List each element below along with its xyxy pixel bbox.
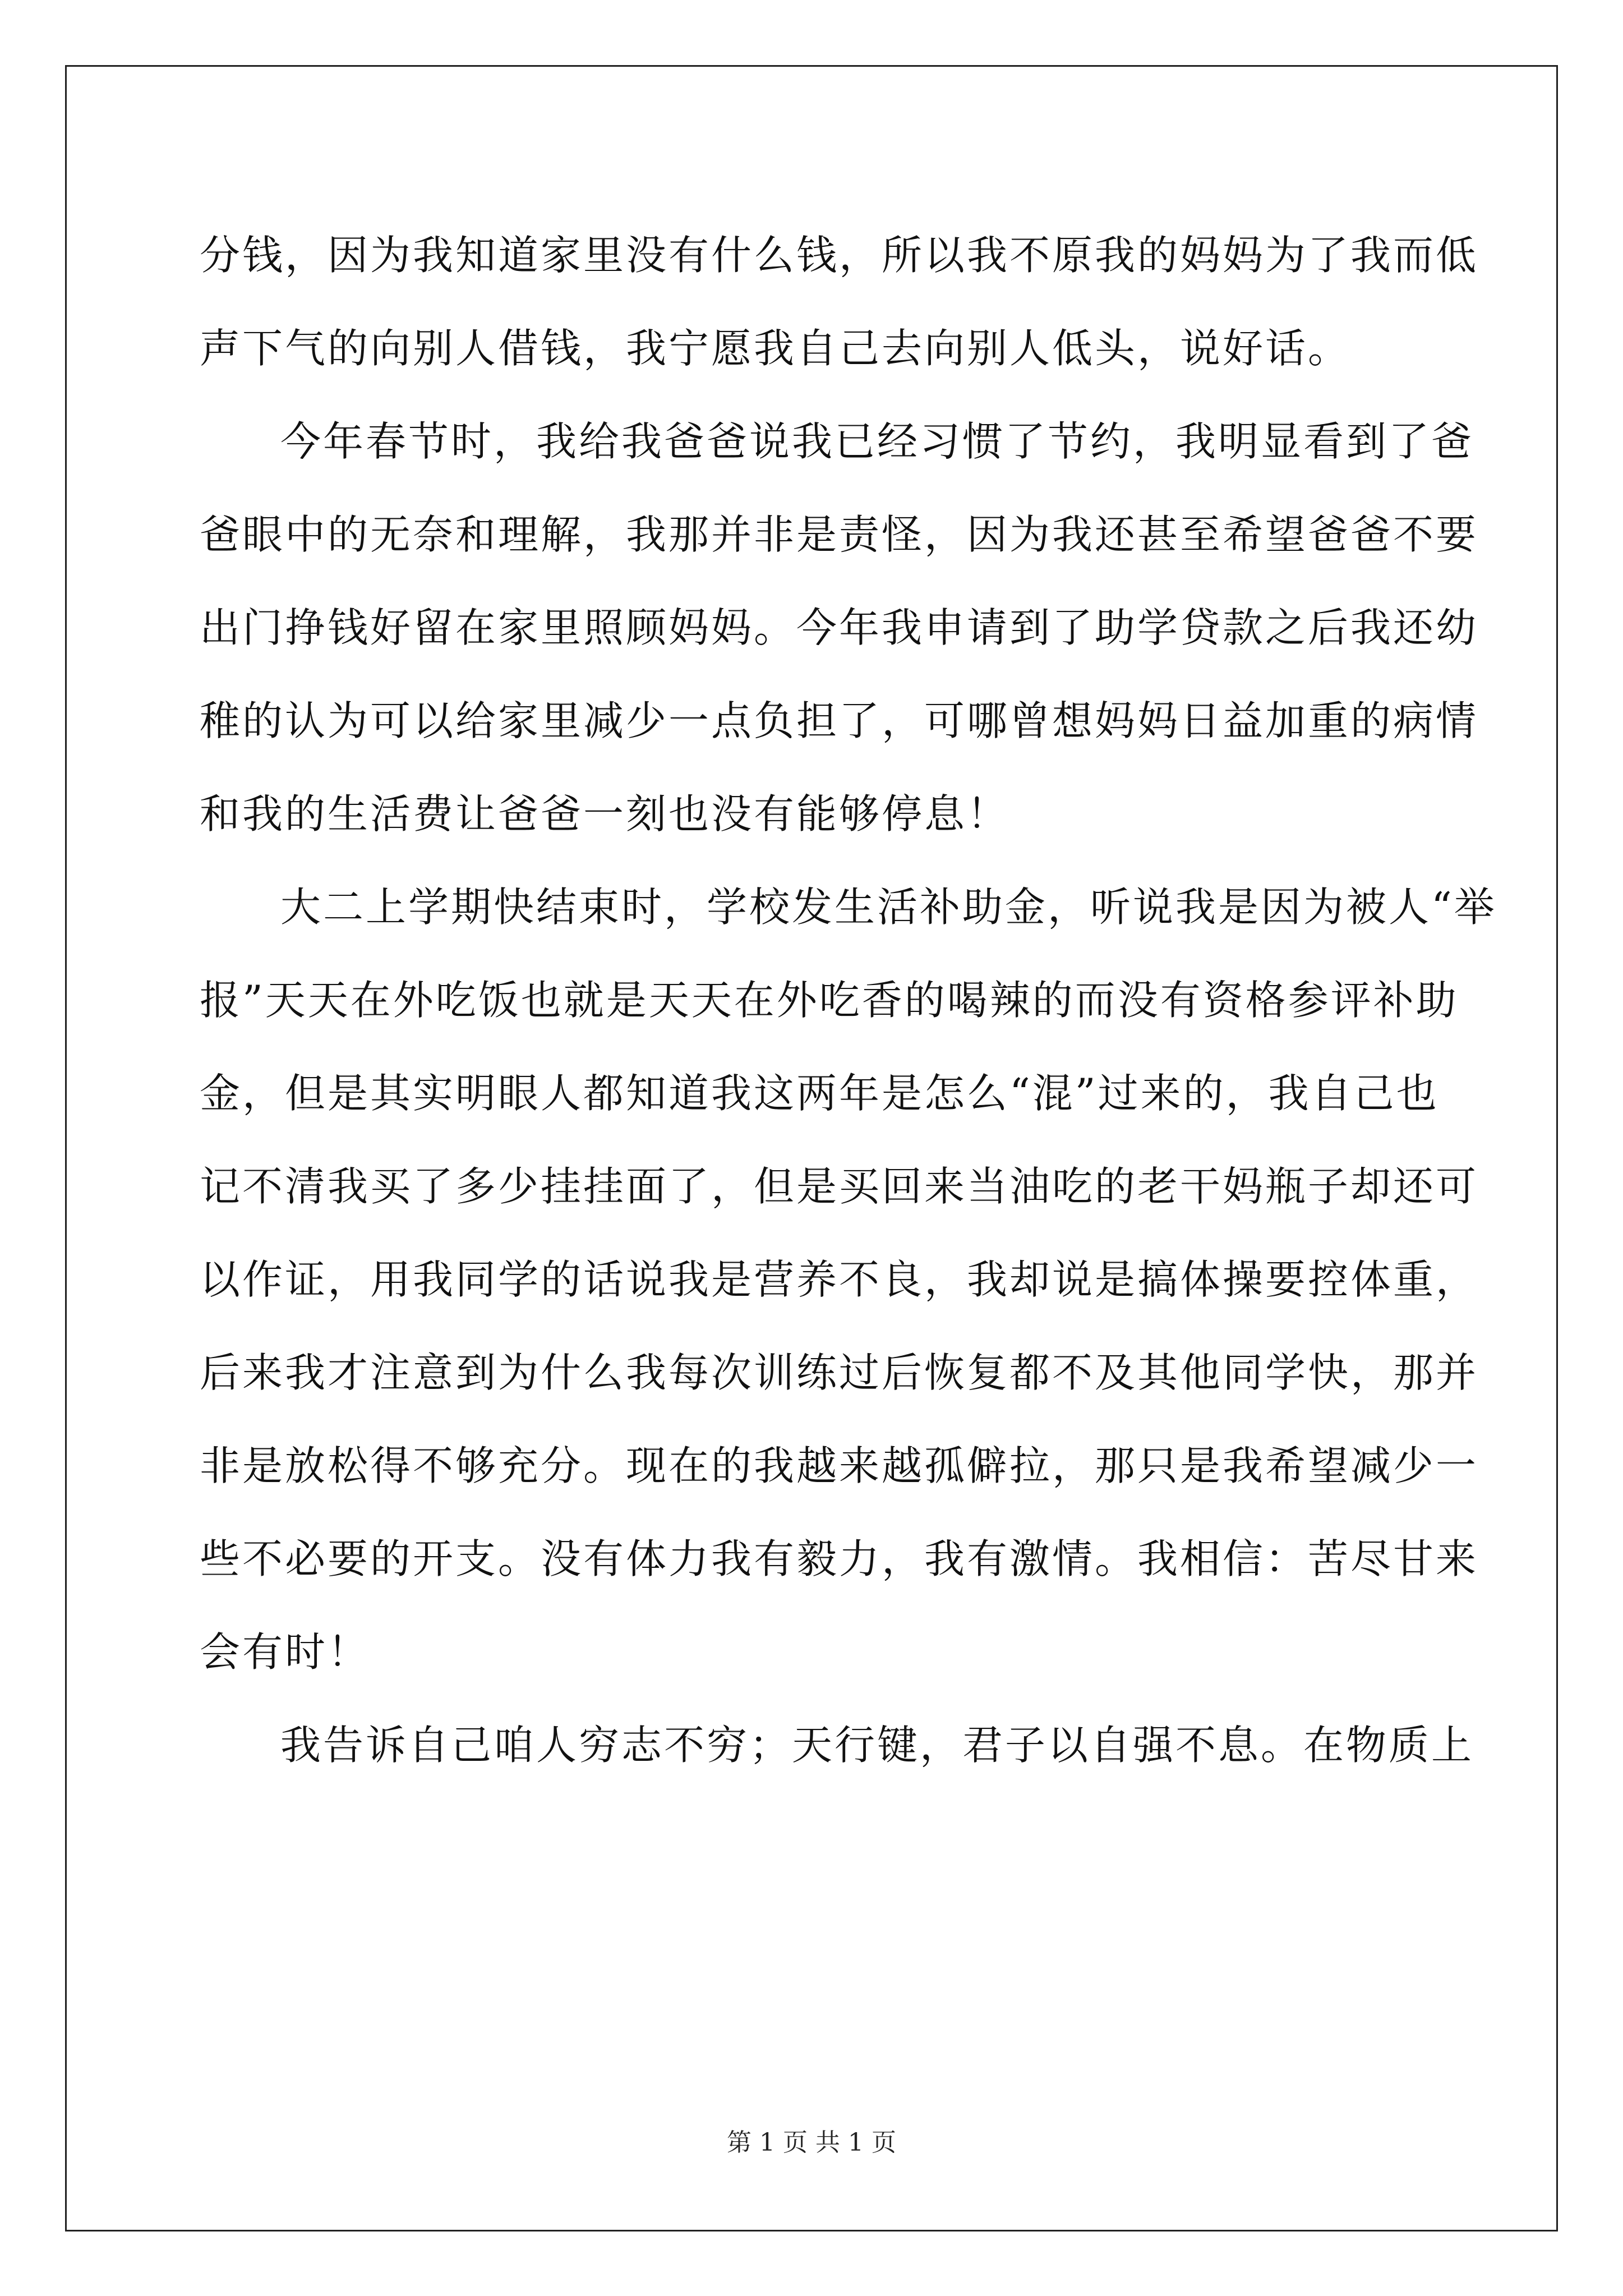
text-line-16: 会有时！ <box>200 1628 371 1676</box>
text-line-5: 出门挣钱好留在家里照顾妈妈。今年我申请到了助学贷款之后我还幼 <box>200 604 1479 651</box>
text-line-17: 我告诉自己咱人穷志不穷；天行键，君子以自强不息。在物质上 <box>280 1722 1474 1769</box>
text-line-1: 分钱，因为我知道家里没有什么钱，所以我不原我的妈妈为了我而低 <box>200 232 1479 279</box>
text-line-10: 金，但是其实明眼人都知道我这两年是怎么“混”过来的，我自己也 <box>200 1070 1439 1117</box>
text-line-7: 和我的生活费让爸爸一刻也没有能够停息！ <box>200 790 1010 838</box>
text-line-12: 以作证，用我同学的话说我是营养不良，我却说是搞体操要控体重， <box>200 1256 1479 1303</box>
page-border <box>65 65 1558 2231</box>
text-line-11: 记不清我买了多少挂挂面了，但是买回来当油吃的老干妈瓶子却还可 <box>200 1163 1479 1210</box>
text-line-9: 报”天天在外吃饭也就是天天在外吃香的喝辣的而没有资格参评补助 <box>200 977 1459 1024</box>
page-footer: 第 1 页 共 1 页 <box>727 2128 896 2157</box>
text-line-15: 些不必要的开支。没有体力我有毅力，我有激情。我相信：苦尽甘来 <box>200 1535 1479 1582</box>
text-line-3: 今年春节时，我给我爸爸说我已经习惯了节约，我明显看到了爸 <box>280 418 1474 465</box>
text-line-8: 大二上学期快结束时，学校发生活补助金，听说我是因为被人“举 <box>280 884 1497 931</box>
text-line-6: 稚的认为可以给家里减少一点负担了，可哪曾想妈妈日益加重的病情 <box>200 697 1479 744</box>
text-line-14: 非是放松得不够充分。现在的我越来越孤僻拉，那只是我希望减少一 <box>200 1442 1479 1489</box>
text-line-2: 声下气的向别人借钱，我宁愿我自己去向别人低头，说好话。 <box>200 325 1351 372</box>
text-line-13: 后来我才注意到为什么我每次训练过后恢复都不及其他同学快，那并 <box>200 1349 1479 1396</box>
text-line-4: 爸眼中的无奈和理解，我那并非是责怪，因为我还甚至希望爸爸不要 <box>200 511 1479 558</box>
